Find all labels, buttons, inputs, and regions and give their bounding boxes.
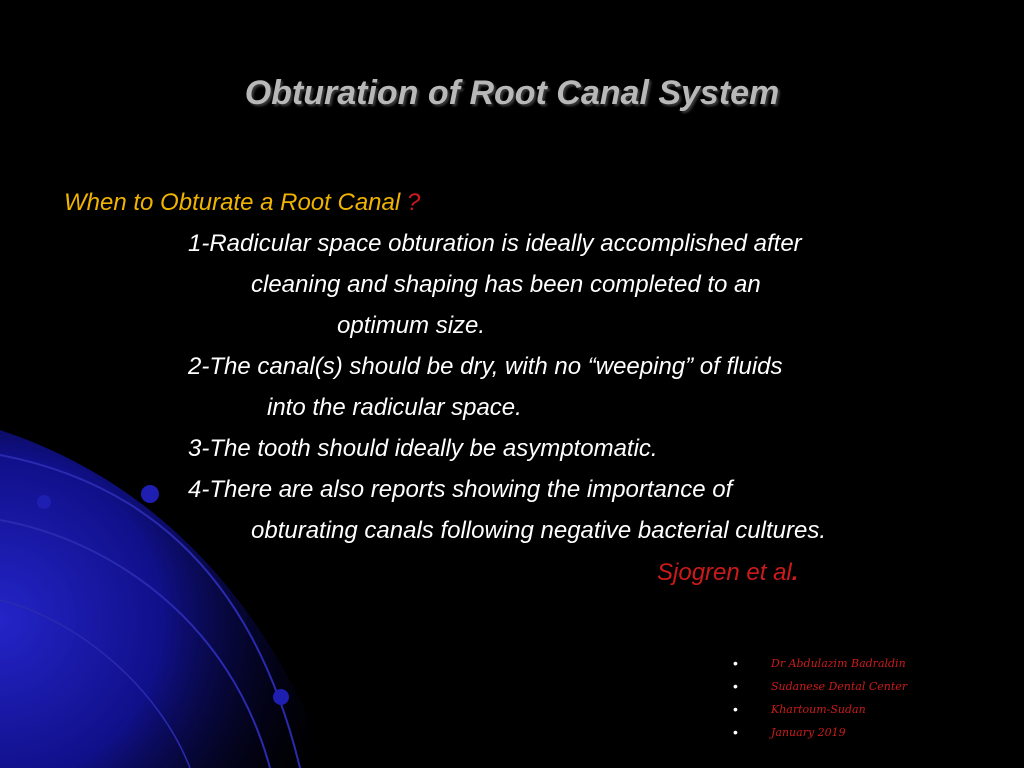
decor-dot-1: [141, 485, 159, 503]
decor-dot-2: [37, 495, 51, 509]
credit-date-text: January 2019: [771, 726, 846, 739]
credit-author: [733, 652, 907, 675]
subtitle: [64, 189, 420, 217]
bullet-icon: •: [733, 724, 738, 740]
credit-date: [733, 721, 907, 744]
body-line-5: into the radicular space.: [267, 394, 522, 421]
credit-location: [733, 698, 907, 721]
subtitle-text: When to Obturate a Root Canal: [64, 189, 407, 216]
credit-organization: [733, 675, 907, 698]
credits-list: [733, 652, 907, 744]
credit-organization-text: Sudanese Dental Center: [771, 680, 908, 693]
citation: [657, 559, 798, 587]
bullet-icon: •: [733, 678, 738, 694]
body-line-7: 4-There are also reports showing the importance of: [188, 476, 733, 503]
bullet-icon: •: [733, 655, 738, 671]
body-line-8: obturating canals following negative bacterial cultures.: [251, 517, 827, 544]
citation-text: Sjogren et al: [657, 559, 792, 586]
bullet-icon: •: [733, 701, 738, 717]
body-line-2: cleaning and shaping has been completed to an: [251, 271, 761, 298]
body-line-6: 3-The tooth should ideally be asymptomatic.: [188, 435, 658, 462]
decor-dot-3: [273, 689, 289, 705]
body-line-4: 2-The canal(s) should be dry, with no “weeping” of fluids: [188, 353, 783, 380]
credit-author-text: Dr Abdulazim Badraldin: [771, 657, 906, 670]
credit-location-text: Khartoum-Sudan: [771, 703, 866, 716]
body-line-1: 1-Radicular space obturation is ideally accomplished after: [188, 230, 802, 257]
subtitle-question-mark: ?: [406, 189, 421, 216]
slide-title: Obturation of Root Canal System: [244, 74, 780, 112]
body-line-3: optimum size.: [337, 312, 486, 339]
citation-period: .: [791, 559, 799, 586]
